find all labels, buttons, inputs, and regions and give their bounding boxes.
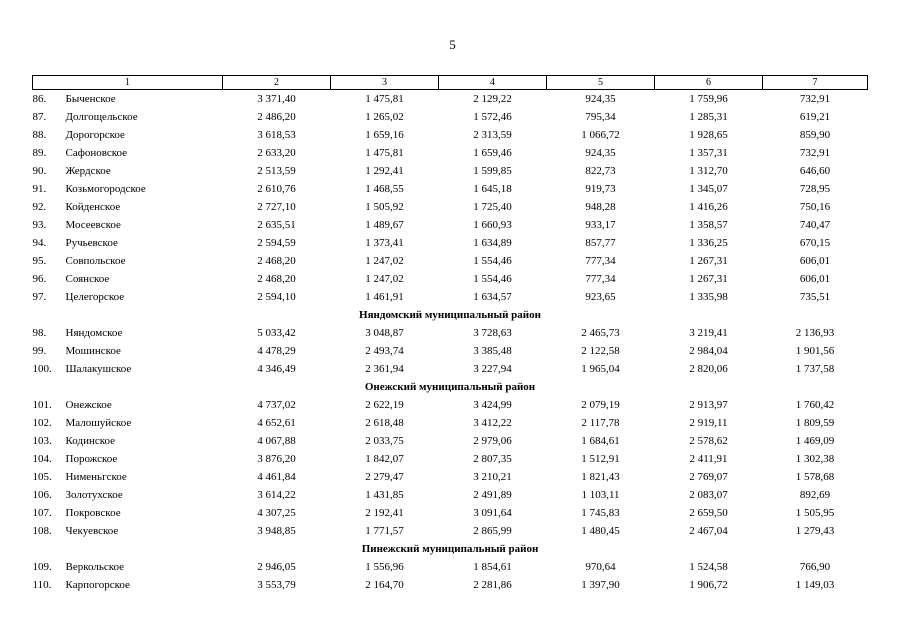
table-row <box>33 558 868 576</box>
value-cell-c3: 2 033,75 <box>365 435 404 447</box>
settlement-cell <box>33 288 223 306</box>
value-cell-c5: 1 684,61 <box>581 435 620 447</box>
value-cell-c3: 1 842,07 <box>365 453 404 465</box>
value-cell-c6: 1 906,72 <box>689 579 728 591</box>
value-cell-c2: 2 486,20 <box>257 111 296 123</box>
value-cell-c3: 1 489,67 <box>365 219 404 231</box>
district-heading-row <box>33 306 868 324</box>
settlement-cell <box>33 216 223 234</box>
settlement-name: Койденское <box>65 201 121 213</box>
table-row <box>33 108 868 126</box>
tariff-table <box>32 75 868 594</box>
value-cell-c4: 1 725,40 <box>473 201 512 213</box>
table-row <box>33 432 868 450</box>
value-cell-c6: 1 312,70 <box>689 165 728 177</box>
value-cell-c3: 1 247,02 <box>365 255 404 267</box>
value-cell-c4: 1 854,61 <box>473 561 512 573</box>
value-cell-c3: 1 461,91 <box>365 291 404 303</box>
value-cell-c7: 1 149,03 <box>795 579 835 591</box>
value-cell-c4: 2 129,22 <box>473 93 512 105</box>
settlement-name: Козьмогородское <box>65 183 146 195</box>
settlement-name: Порожское <box>65 453 118 465</box>
value-cell-c2: 2 594,59 <box>257 237 296 249</box>
value-cell-c4: 3 091,64 <box>473 507 512 519</box>
value-cell-c6: 2 411,91 <box>689 453 728 465</box>
value-cell-c2: 4 652,61 <box>257 417 296 429</box>
table-body <box>33 76 868 595</box>
settlement-name: Ручьевское <box>65 237 118 249</box>
value-cell-c7: 619,21 <box>799 111 831 123</box>
value-cell-c3: 2 164,70 <box>365 579 404 591</box>
value-cell-c4: 1 599,85 <box>473 165 512 177</box>
value-cell-c5: 2 117,78 <box>581 417 620 429</box>
row-number: 104. <box>32 453 52 465</box>
value-cell-c7: 859,90 <box>799 129 831 141</box>
row-number: 103. <box>32 435 52 447</box>
table-row <box>33 486 868 504</box>
page-number: 5 <box>449 37 456 52</box>
value-cell-c5: 948,28 <box>585 201 616 213</box>
value-cell-c3: 2 622,19 <box>365 399 404 411</box>
settlement-cell <box>33 90 223 109</box>
table-row <box>33 126 868 144</box>
value-cell-c2: 3 618,53 <box>257 129 296 141</box>
value-cell-c6: 2 913,97 <box>689 399 728 411</box>
row-number: 100. <box>32 363 52 375</box>
value-cell-c4: 1 645,18 <box>473 183 512 195</box>
value-cell-c2: 3 614,22 <box>257 489 296 501</box>
value-cell-c6: 1 416,26 <box>689 201 728 213</box>
table-row <box>33 504 868 522</box>
value-cell-c4: 2 313,59 <box>473 129 512 141</box>
value-cell-c2: 2 468,20 <box>257 273 296 285</box>
settlement-cell <box>33 180 223 198</box>
value-cell-c5: 933,17 <box>585 219 616 231</box>
settlement-name: Долгощельское <box>65 111 138 123</box>
value-cell-c6: 2 659,50 <box>689 507 728 519</box>
value-cell-c5: 2 122,58 <box>581 345 620 357</box>
value-cell-c3: 1 292,41 <box>365 165 404 177</box>
value-cell-c7: 1 760,42 <box>795 399 835 411</box>
table-row <box>33 270 868 288</box>
settlement-name: Нименьгское <box>65 471 127 483</box>
row-number: 107. <box>32 507 52 519</box>
row-number: 93. <box>32 219 47 231</box>
value-cell-c3: 1 771,57 <box>365 525 404 537</box>
settlement-cell <box>33 504 223 522</box>
table-row <box>33 450 868 468</box>
value-cell-c7: 670,15 <box>799 237 831 249</box>
value-cell-c6: 2 083,07 <box>689 489 728 501</box>
value-cell-c2: 2 633,20 <box>257 147 296 159</box>
settlement-name: Карпогорское <box>65 579 130 591</box>
settlement-cell <box>33 468 223 486</box>
value-cell-c6: 2 820,06 <box>689 363 728 375</box>
table-row <box>33 180 868 198</box>
row-number: 90. <box>32 165 47 177</box>
value-cell-c2: 4 346,49 <box>257 363 296 375</box>
value-cell-c5: 1 480,45 <box>581 525 620 537</box>
settlement-name: Шалакушское <box>65 363 132 375</box>
table-row <box>33 162 868 180</box>
settlement-name: Соянское <box>65 273 110 285</box>
value-cell-c6: 1 336,25 <box>689 237 728 249</box>
value-cell-c6: 2 578,62 <box>689 435 728 447</box>
row-number: 105. <box>32 471 52 483</box>
value-cell-c3: 1 373,41 <box>365 237 404 249</box>
value-cell-c7: 2 136,93 <box>795 327 835 339</box>
value-cell-c7: 1 737,58 <box>795 363 835 375</box>
value-cell-c4: 3 424,99 <box>473 399 512 411</box>
row-number: 110. <box>32 579 52 591</box>
settlement-cell <box>33 342 223 360</box>
table-row <box>33 468 868 486</box>
settlement-cell <box>33 252 223 270</box>
value-cell-c4: 1 659,46 <box>473 147 512 159</box>
value-cell-c3: 1 468,55 <box>365 183 404 195</box>
value-cell-c5: 1 512,91 <box>581 453 620 465</box>
settlement-cell <box>33 126 223 144</box>
value-cell-c6: 1 267,31 <box>689 273 728 285</box>
value-cell-c5: 1 965,04 <box>581 363 620 375</box>
value-cell-c7: 1 279,43 <box>795 525 835 537</box>
table-row <box>33 252 868 270</box>
value-cell-c5: 924,35 <box>585 93 616 105</box>
value-cell-c7: 1 469,09 <box>795 435 835 447</box>
table-row <box>33 288 868 306</box>
value-cell-c4: 1 660,93 <box>473 219 512 231</box>
settlement-name: Покровское <box>65 507 121 519</box>
value-cell-c5: 1 745,83 <box>581 507 620 519</box>
value-cell-c3: 1 475,81 <box>365 147 404 159</box>
value-cell-c7: 1 505,95 <box>795 507 835 519</box>
value-cell-c5: 923,65 <box>585 291 616 303</box>
value-cell-c3: 1 247,02 <box>365 273 404 285</box>
value-cell-c4: 2 491,89 <box>473 489 512 501</box>
value-cell-c7: 732,91 <box>799 147 831 159</box>
settlement-name: Дорогорское <box>65 129 125 141</box>
value-cell-c2: 2 946,05 <box>257 561 296 573</box>
row-number: 106. <box>32 489 52 501</box>
column-header: 6 <box>655 76 763 90</box>
value-cell-c7: 606,01 <box>799 273 831 285</box>
value-cell-c7: 646,60 <box>799 165 831 177</box>
settlement-cell <box>33 576 223 594</box>
value-cell-c7: 750,16 <box>799 201 831 213</box>
value-cell-c3: 2 361,94 <box>365 363 404 375</box>
column-header: 3 <box>331 76 439 90</box>
settlement-cell <box>33 396 223 414</box>
value-cell-c3: 2 192,41 <box>365 507 404 519</box>
value-cell-c7: 892,69 <box>799 489 831 501</box>
value-cell-c4: 2 865,99 <box>473 525 512 537</box>
value-cell-c3: 2 279,47 <box>365 471 404 483</box>
value-cell-c2: 2 513,59 <box>257 165 296 177</box>
settlement-cell <box>33 162 223 180</box>
value-cell-c6: 1 345,07 <box>689 183 728 195</box>
value-cell-c5: 1 103,11 <box>581 489 620 501</box>
value-cell-c5: 857,77 <box>585 237 616 249</box>
row-number: 98. <box>32 327 47 339</box>
row-number: 86. <box>32 93 47 105</box>
settlement-name: Мосеевское <box>65 219 121 231</box>
value-cell-c2: 2 468,20 <box>257 255 296 267</box>
row-number: 97. <box>32 291 47 303</box>
settlement-name: Малошуйское <box>65 417 132 429</box>
value-cell-c3: 1 659,16 <box>365 129 404 141</box>
value-cell-c2: 3 876,20 <box>257 453 296 465</box>
value-cell-c2: 4 737,02 <box>257 399 296 411</box>
value-cell-c6: 1 267,31 <box>689 255 728 267</box>
settlement-name: Целегорское <box>65 291 125 303</box>
value-cell-c6: 1 285,31 <box>689 111 728 123</box>
value-cell-c3: 3 048,87 <box>365 327 404 339</box>
settlement-name: Кодинское <box>65 435 116 447</box>
value-cell-c7: 1 302,38 <box>795 453 835 465</box>
district-heading-row <box>33 540 868 558</box>
value-cell-c3: 1 265,02 <box>365 111 404 123</box>
value-cell-c6: 1 335,98 <box>689 291 728 303</box>
row-number: 99. <box>32 345 47 357</box>
value-cell-c4: 1 554,46 <box>473 273 512 285</box>
value-cell-c2: 3 948,85 <box>257 525 296 537</box>
value-cell-c6: 1 759,96 <box>689 93 728 105</box>
value-cell-c3: 1 505,92 <box>365 201 404 213</box>
district-heading: Онежский муниципальный район <box>364 381 536 393</box>
table-row <box>33 360 868 378</box>
value-cell-c7: 732,91 <box>799 93 831 105</box>
row-number: 109. <box>32 561 52 573</box>
settlement-cell <box>33 558 223 576</box>
district-heading-row <box>33 378 868 396</box>
value-cell-c2: 4 478,29 <box>257 345 296 357</box>
value-cell-c6: 2 769,07 <box>689 471 728 483</box>
settlement-cell <box>33 432 223 450</box>
value-cell-c5: 2 079,19 <box>581 399 620 411</box>
value-cell-c7: 606,01 <box>799 255 831 267</box>
settlement-name: Сафоновское <box>65 147 128 159</box>
row-number: 96. <box>32 273 47 285</box>
value-cell-c6: 2 467,04 <box>689 525 728 537</box>
row-number: 87. <box>32 111 47 123</box>
value-cell-c4: 1 634,89 <box>473 237 512 249</box>
value-cell-c6: 1 357,31 <box>689 147 728 159</box>
value-cell-c6: 3 219,41 <box>689 327 728 339</box>
settlement-name: Совпольское <box>65 255 126 267</box>
settlement-name: Жердское <box>65 165 111 177</box>
settlement-cell <box>33 486 223 504</box>
value-cell-c4: 3 227,94 <box>473 363 512 375</box>
row-number: 102. <box>32 417 52 429</box>
settlement-name: Веркольское <box>65 561 125 573</box>
value-cell-c5: 777,34 <box>585 255 616 267</box>
value-cell-c2: 5 033,42 <box>257 327 296 339</box>
value-cell-c4: 1 554,46 <box>473 255 512 267</box>
value-cell-c5: 2 465,73 <box>581 327 620 339</box>
table-row <box>33 342 868 360</box>
table-row <box>33 522 868 540</box>
value-cell-c4: 3 210,21 <box>473 471 512 483</box>
value-cell-c4: 3 412,22 <box>473 417 512 429</box>
table-row <box>33 414 868 432</box>
table-row <box>33 90 868 109</box>
value-cell-c4: 1 572,46 <box>473 111 512 123</box>
table-row <box>33 324 868 342</box>
value-cell-c5: 795,34 <box>585 111 616 123</box>
value-cell-c7: 1 578,68 <box>795 471 835 483</box>
value-cell-c2: 3 553,79 <box>257 579 296 591</box>
settlement-name: Няндомское <box>65 327 123 339</box>
row-number: 94. <box>32 237 47 249</box>
value-cell-c6: 2 919,11 <box>689 417 728 429</box>
row-number: 91. <box>32 183 47 195</box>
value-cell-c2: 2 727,10 <box>257 201 296 213</box>
settlement-cell <box>33 522 223 540</box>
value-cell-c7: 735,51 <box>799 291 831 303</box>
settlement-cell <box>33 144 223 162</box>
value-cell-c7: 740,47 <box>799 219 831 231</box>
value-cell-c7: 728,95 <box>799 183 831 195</box>
settlement-cell <box>33 414 223 432</box>
table-header-row <box>33 76 868 90</box>
settlement-name: Чекуевское <box>65 525 119 537</box>
table-row <box>33 144 868 162</box>
value-cell-c7: 766,90 <box>799 561 831 573</box>
settlement-cell <box>33 270 223 288</box>
value-cell-c5: 1 397,90 <box>581 579 620 591</box>
table-row <box>33 576 868 594</box>
value-cell-c7: 1 809,59 <box>795 417 835 429</box>
settlement-cell <box>33 450 223 468</box>
value-cell-c5: 777,34 <box>585 273 616 285</box>
row-number: 95. <box>32 255 47 267</box>
value-cell-c5: 822,73 <box>585 165 616 177</box>
column-header: 7 <box>763 76 868 90</box>
value-cell-c5: 919,73 <box>585 183 616 195</box>
settlement-name: Золотухское <box>65 489 123 501</box>
value-cell-c5: 1 066,72 <box>581 129 620 141</box>
table-row <box>33 396 868 414</box>
value-cell-c2: 2 594,10 <box>257 291 296 303</box>
row-number: 108. <box>32 525 52 537</box>
value-cell-c3: 1 556,96 <box>365 561 404 573</box>
value-cell-c4: 2 807,35 <box>473 453 512 465</box>
value-cell-c2: 4 307,25 <box>257 507 296 519</box>
value-cell-c5: 924,35 <box>585 147 616 159</box>
table-row <box>33 198 868 216</box>
column-header: 2 <box>223 76 331 90</box>
value-cell-c5: 1 821,43 <box>581 471 620 483</box>
value-cell-c3: 1 475,81 <box>365 93 404 105</box>
value-cell-c6: 1 928,65 <box>689 129 728 141</box>
table-row <box>33 216 868 234</box>
settlement-name: Онежское <box>65 399 112 411</box>
district-heading: Няндомский муниципальный район <box>359 309 541 321</box>
value-cell-c2: 2 610,76 <box>257 183 296 195</box>
value-cell-c2: 4 461,84 <box>257 471 296 483</box>
settlement-cell <box>33 360 223 378</box>
settlement-name: Мошинское <box>65 345 121 357</box>
value-cell-c4: 2 281,86 <box>473 579 512 591</box>
column-header: 1 <box>33 76 223 90</box>
value-cell-c4: 2 979,06 <box>473 435 512 447</box>
value-cell-c3: 1 431,85 <box>365 489 404 501</box>
settlement-cell <box>33 234 223 252</box>
value-cell-c4: 1 634,57 <box>473 291 512 303</box>
district-heading: Пинежский муниципальный район <box>361 543 539 555</box>
value-cell-c3: 2 493,74 <box>365 345 404 357</box>
value-cell-c2: 4 067,88 <box>257 435 296 447</box>
settlement-name: Быченское <box>65 93 116 105</box>
row-number: 89. <box>32 147 47 159</box>
column-header: 5 <box>547 76 655 90</box>
settlement-cell <box>33 324 223 342</box>
row-number: 88. <box>32 129 47 141</box>
value-cell-c6: 2 984,04 <box>689 345 728 357</box>
value-cell-c2: 2 635,51 <box>257 219 296 231</box>
value-cell-c5: 970,64 <box>585 561 616 573</box>
value-cell-c4: 3 728,63 <box>473 327 512 339</box>
column-header: 4 <box>439 76 547 90</box>
value-cell-c6: 1 358,57 <box>689 219 728 231</box>
value-cell-c7: 1 901,56 <box>795 345 835 357</box>
settlement-cell <box>33 198 223 216</box>
value-cell-c2: 3 371,40 <box>257 93 296 105</box>
value-cell-c6: 1 524,58 <box>689 561 728 573</box>
value-cell-c3: 2 618,48 <box>365 417 404 429</box>
row-number: 92. <box>32 201 47 213</box>
table-row <box>33 234 868 252</box>
value-cell-c4: 3 385,48 <box>473 345 512 357</box>
settlement-cell <box>33 108 223 126</box>
row-number: 101. <box>32 399 52 411</box>
